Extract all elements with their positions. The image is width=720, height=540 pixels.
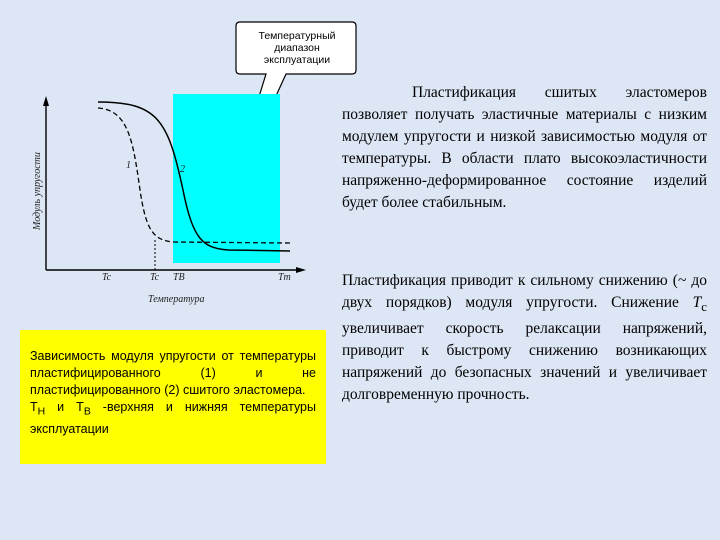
modulus-temperature-diagram — [28, 80, 318, 310]
diagram-caption — [20, 330, 326, 464]
tick-label-tc2: Tc — [150, 272, 160, 283]
paragraph-modulus-reduction — [342, 270, 707, 406]
tc-subscript: c — [701, 299, 707, 315]
tc-symbol: T — [692, 294, 702, 311]
callout-line: эксплуатации — [263, 54, 331, 66]
operating-range-fill — [173, 94, 280, 263]
paragraph-2-after: увеличивает скорость релаксации напряжений, приводит к быстрому снижению возникающих напряжений до безопасных значений и увеличивает долговременную прочность. — [342, 320, 707, 404]
callout-label — [238, 30, 356, 66]
caption-and: и — [45, 400, 77, 414]
caption-rest: -верхняя и нижняя температуры эксплуатации — [30, 400, 316, 436]
tn-subscript: Н — [37, 406, 46, 418]
paragraph-1-text: Пластификация сшитых эластомеров позволяет получать эластичные материалы с низким модулем упругости и низкой зависимостью модуля от температуры. В области плато высокоэластичности напряженно-деформированное состояние изделий будет более стабильным. — [342, 84, 707, 211]
y-axis-label: Модуль упругости — [32, 152, 43, 230]
callout-line: диапазон — [274, 42, 320, 54]
curve-label-2: 2 — [180, 164, 185, 175]
callout-line: Температурный — [258, 30, 336, 42]
tn-symbol: Т — [30, 400, 38, 414]
x-axis-label: Температура — [148, 294, 205, 305]
x-axis-arrow — [296, 267, 306, 273]
tb-symbol: Т — [76, 400, 84, 414]
tick-label-tc1: Tc — [102, 272, 112, 283]
curve-label-1: 1 — [126, 160, 131, 171]
paragraph-2-before: Пластификация приводит к сильному снижению (~ до двух порядков) модуля упругости. Снижение — [342, 272, 707, 311]
y-axis-arrow — [43, 96, 49, 106]
paragraph-plastification — [342, 82, 707, 214]
caption-text: Зависимость модуля упругости от температуры пластифицированного (1) и не пластифицированного (2) сшитого эластомера. — [30, 349, 316, 397]
tick-label-tt: Tт — [278, 272, 291, 283]
tick-label-tb: TB — [173, 272, 185, 283]
tb-subscript: В — [83, 406, 91, 418]
